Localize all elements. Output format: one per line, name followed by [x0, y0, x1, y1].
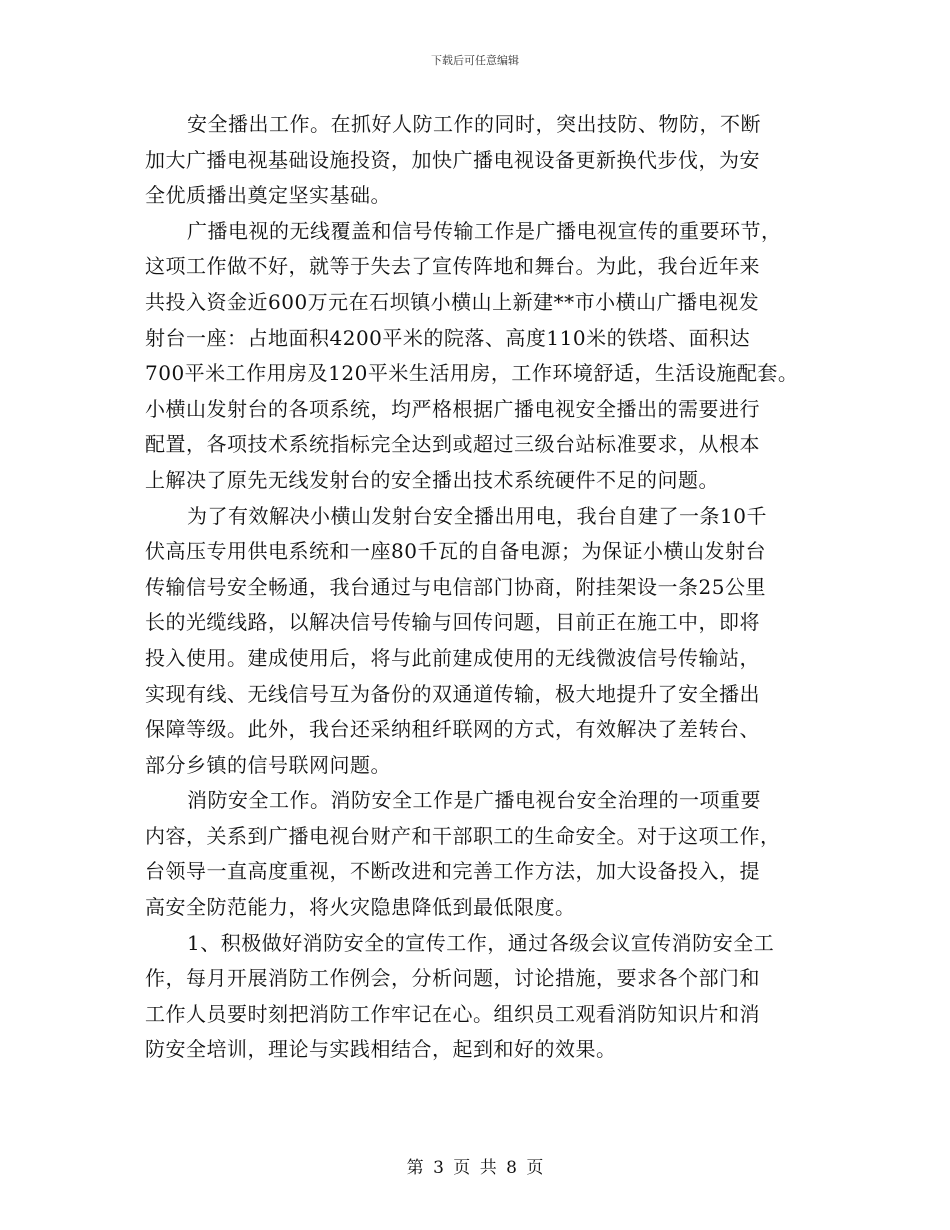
text-line: 部分乡镇的信号联网问题。 — [145, 752, 391, 777]
text-line: 伏高压专用供电系统和一座80千瓦的自备电源；为保证小横山发射台 — [145, 539, 766, 564]
text-line: 传输信号安全畅通，我台通过与电信部门协商，附挂架设一条25公里 — [145, 574, 766, 599]
text-line: 工作人员要时刻把消防工作牢记在心。组织员工观看消防知识片和消 — [145, 1001, 760, 1026]
text-line: 消防安全工作。消防安全工作是广播电视台安全治理的一项重要 — [187, 788, 761, 813]
text-line: 配置，各项技术系统指标完全达到或超过三级台站标准要求，从根本 — [145, 432, 760, 457]
text-line: 高安全防范能力，将火灾隐患降低到最低限度。 — [145, 895, 576, 920]
text-line: 这项工作做不好，就等于失去了宣传阵地和舞台。为此，我台近年来 — [145, 254, 760, 279]
text-line: 防安全培训，理论与实践相结合，起到和好的效果。 — [145, 1037, 617, 1062]
text-line: 小横山发射台的各项系统，均严格根据广播电视安全播出的需要进行 — [145, 396, 760, 421]
text-line: 作，每月开展消防工作例会，分析问题，讨论措施，要求各个部门和 — [145, 966, 760, 991]
text-line: 共投入资金近600万元在石坝镇小横山上新建**市小横山广播电视发 — [145, 289, 760, 314]
text-line: 1、积极做好消防安全的宣传工作，通过各级会议宣传消防安全工 — [187, 930, 775, 955]
text-line: 射台一座：占地面积4200平米的院落、高度110米的铁塔、面积达 — [145, 325, 751, 350]
page-footer-pagination: 第 3 页 共 8 页 — [406, 1158, 544, 1178]
text-line: 保障等级。此外，我台还采纳租纤联网的方式，有效解决了差转台、 — [145, 717, 760, 742]
text-line: 为了有效解决小横山发射台安全播出用电，我台自建了一条10千 — [187, 503, 767, 528]
text-line: 上解决了原先无线发射台的安全播出技术系统硬件不足的问题。 — [145, 467, 719, 492]
text-line: 长的光缆线路，以解决信号传输与回传问题，目前正在施工中，即将 — [145, 610, 760, 635]
text-line: 安全播出工作。在抓好人防工作的同时，突出技防、物防，不断 — [187, 112, 761, 136]
text-line: 台领导一直高度重视，不断改进和完善工作方法，加大设备投入，提 — [145, 859, 760, 884]
document-body — [145, 107, 835, 1068]
text-line: 加大广播电视基础设施投资，加快广播电视设备更新换代步伐，为安 — [145, 147, 760, 172]
page-header: 下载后可任意编辑 — [431, 54, 519, 67]
text-line: 投入使用。建成使用后，将与此前建成使用的无线微波信号传输站， — [145, 645, 760, 670]
text-line: 广播电视的无线覆盖和信号传输工作是广播电视宣传的重要环节， — [187, 218, 782, 243]
text-line: 内容，关系到广播电视台财产和干部职工的生命安全。对于这项工作， — [145, 823, 781, 848]
text-line: 700平米工作用房及120平米生活用房，工作环境舒适，生活设施配套。 — [145, 361, 799, 386]
text-line: 实现有线、无线信号互为备份的双通道传输，极大地提升了安全播出 — [145, 681, 760, 706]
text-line: 全优质播出奠定坚实基础。 — [145, 183, 391, 208]
